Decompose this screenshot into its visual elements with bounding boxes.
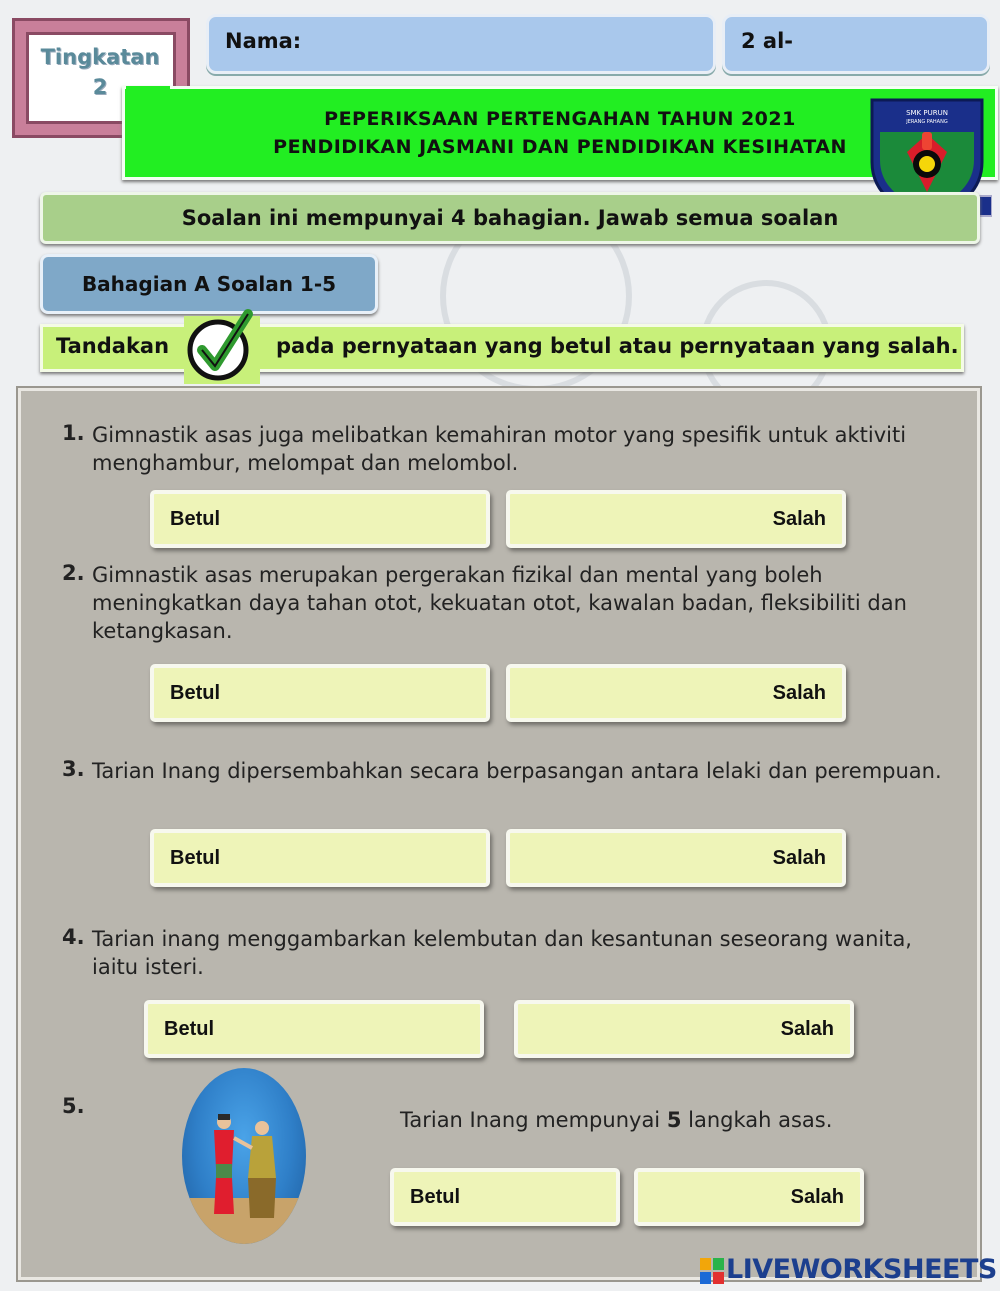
liveworksheets-logo-icon [700,1258,724,1284]
banner-accent [126,86,170,116]
question-number: 1. [62,421,85,445]
question-text: Gimnastik asas merupakan pergerakan fizikal dan mental yang boleh meningkatkan daya tahan otot, kekuatan otot, kawalan badan, fleksibiliti dan ketangkasan. [92,563,907,643]
question-5-text-post: langkah asas. [681,1108,833,1132]
q3-salah-button[interactable]: Salah [506,829,846,887]
q5-betul-button[interactable]: Betul [390,1168,620,1226]
liveworksheets-brand: LIVEWORKSHEETS [726,1254,997,1285]
exam-title-line1: PEPERIKSAAN PERTENGAHAN TAHUN 2021 [324,108,796,130]
question-number: 2. [62,561,85,585]
question-3 [62,757,962,785]
question-2 [62,561,962,645]
name-field[interactable] [206,14,716,74]
q1-salah-button[interactable]: Salah [506,490,846,548]
question-5-number: 5. [62,1094,85,1118]
tick-instruction-left: Tandakan [56,334,170,358]
tingkatan-value: 2 [92,75,108,99]
logo-school-name: SMK PURUN [906,109,948,117]
q5-salah-button[interactable]: Salah [634,1168,864,1226]
question-1 [62,421,962,477]
tick-instruction-right: pada pernyataan yang betul atau pernyataan yang salah. [276,334,959,358]
instruction-bar: Soalan ini mempunyai 4 bahagian. Jawab semua soalan [40,192,980,244]
question-5-text-pre: Tarian Inang mempunyai [400,1108,667,1132]
q3-betul-button[interactable]: Betul [150,829,490,887]
tingkatan-label-text: Tingkatan [40,45,160,69]
q2-betul-button[interactable]: Betul [150,664,490,722]
question-text: Gimnastik asas juga melibatkan kemahiran motor yang spesifik untuk aktiviti menghambur, melompat dan melombol. [92,423,907,475]
exam-title-line2: PENDIDIKAN JASMANI DAN PENDIDIKAN KESIHATAN [273,136,847,158]
question-text: Tarian inang menggambarkan kelembutan dan kesantunan seseorang wanita, iaitu isteri. [92,927,912,979]
question-text: Tarian Inang dipersembahkan secara berpasangan antara lelaki dan perempuan. [92,759,942,783]
q4-salah-button[interactable]: Salah [514,1000,854,1058]
dancers-image-icon [182,1068,306,1244]
name-label: Nama: [225,29,302,53]
class-field[interactable] [722,14,990,74]
question-number: 3. [62,757,85,781]
class-label: 2 al- [741,29,794,53]
question-number: 4. [62,925,85,949]
checkmark-icon [182,306,260,384]
q1-betul-button[interactable]: Betul [150,490,490,548]
question-4 [62,925,962,981]
section-label: Bahagian A Soalan 1-5 [40,254,378,314]
dancers-photo [182,1068,306,1244]
question-5-text-bold: 5 [666,1108,682,1132]
q4-betul-button[interactable]: Betul [144,1000,484,1058]
question-5-text [400,1106,920,1134]
q2-salah-button[interactable]: Salah [506,664,846,722]
logo-school-location: JERANG PAHANG [906,119,948,125]
